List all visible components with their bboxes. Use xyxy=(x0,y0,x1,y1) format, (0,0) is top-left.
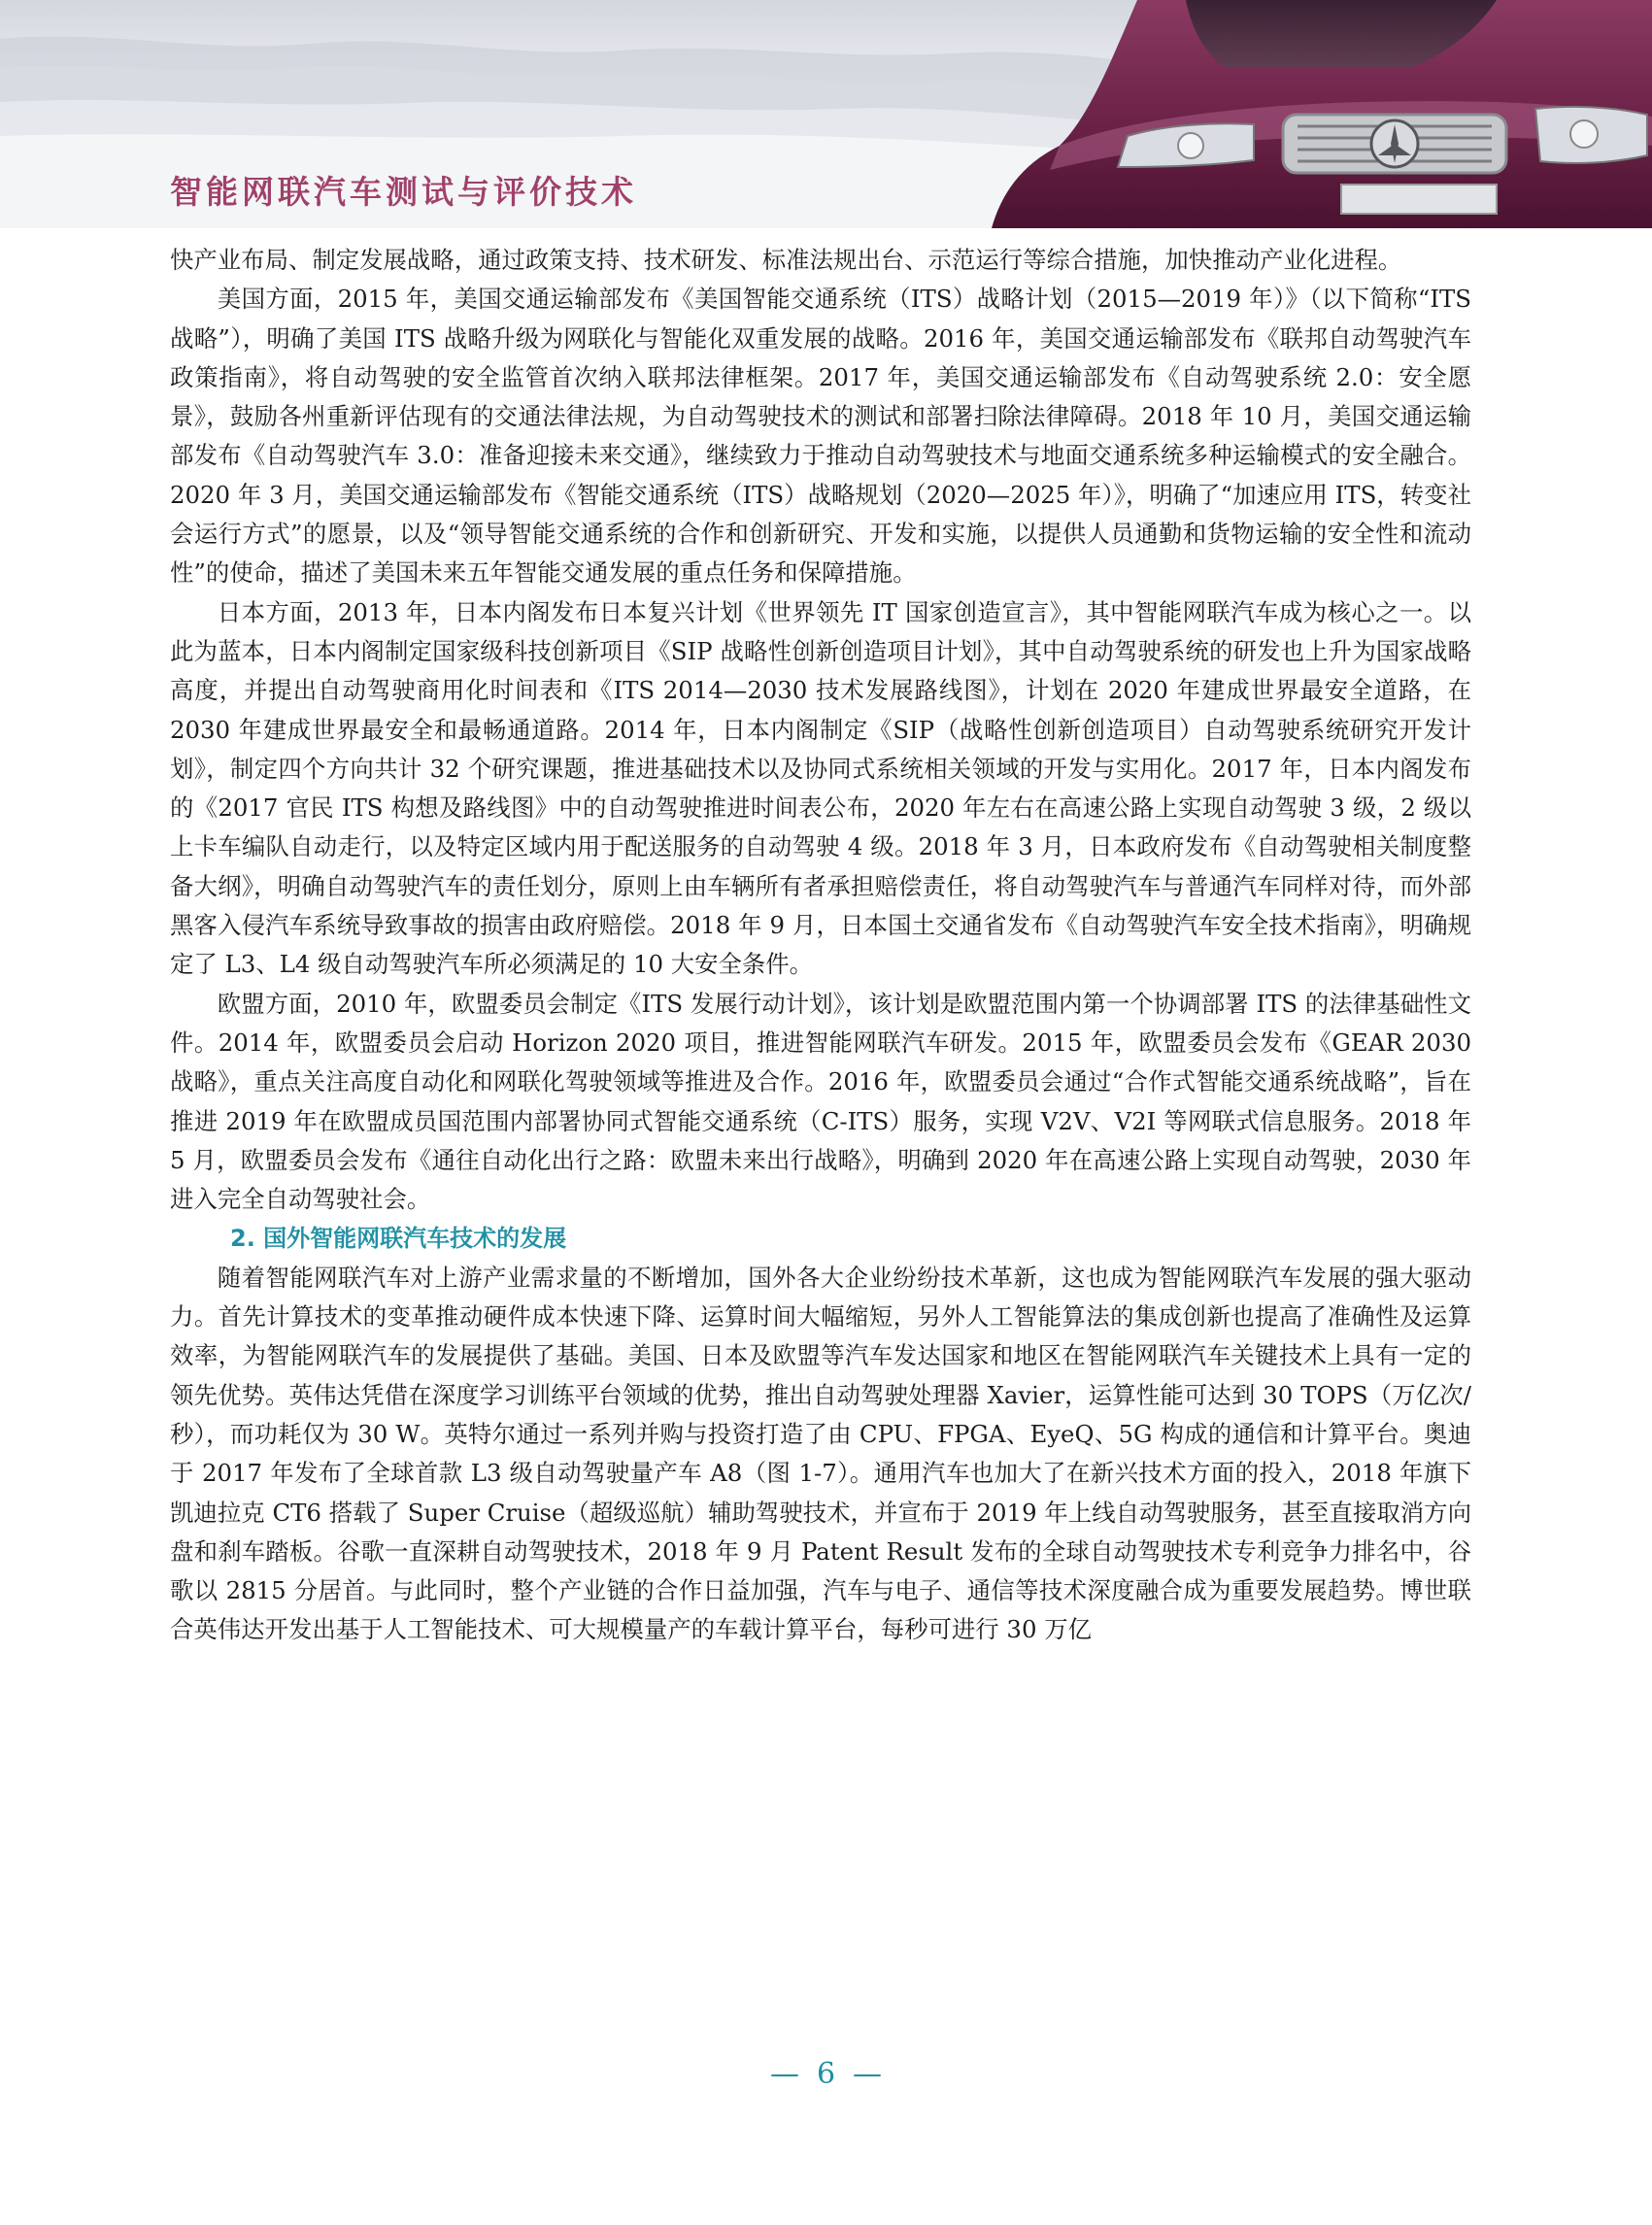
page-number-dash-left: — xyxy=(769,2057,799,2091)
paragraph: 欧盟方面，2010 年，欧盟委员会制定《ITS 发展行动计划》，该计划是欧盟范围内第一个协调部署 ITS 的法律基础性文件。2014 年，欧盟委员会启动 Horizon 2020 项目，推进智能网联汽车研发。2015 年，欧盟委员会发布《GEAR 2030 战略》，重点关注高度自动化和网联化驾驶领域等推进及合作。2016 年，欧盟委员会通过“合作式智能交通系统战略”，旨在推进 2019 年在欧盟成员国范围内部署协同式智能交通系统（C-ITS）服务，实现 V2V、V2I 等网联式信息服务。2018 年 5 月，欧盟委员会发布《通往自动化出行之路：欧盟未来出行战略》，明确到 2020 年在高速公路上实现自动驾驶，2030 年进入完全自动驾驶社会。 xyxy=(170,989,1471,1214)
page-number xyxy=(0,2057,1652,2091)
section-heading: 2. 国外智能网联汽车技术的发展 xyxy=(230,1225,567,1253)
page-header xyxy=(0,0,1652,228)
car-photo xyxy=(992,0,1652,228)
running-header-title: 智能网联汽车测试与评价技术 xyxy=(170,173,637,211)
paragraph: 美国方面，2015 年，美国交通运输部发布《美国智能交通系统（ITS）战略计划（2015—2019 年）》（以下简称“ITS 战略”），明确了美国 ITS 战略升级为网联化与智能化双重发展的战略。2016 年，美国交通运输部发布《联邦自动驾驶汽车政策指南》，将自动驾驶的安全监管首次纳入联邦法律框架。2017 年，美国交通运输部发布《自动驾驶系统 2.0：安全愿景》，鼓励各州重新评估现有的交通法律法规，为自动驾驶技术的测试和部署扫除法律障碍。2018 年 10 月，美国交通运输部发布《自动驾驶汽车 3.0：准备迎接未来交通》，继续致力于推动自动驾驶技术与地面交通系统多种运输模式的安全融合。2020 年 3 月，美国交通运输部发布《智能交通系统（ITS）战略规划（2020—2025 年）》，明确了“加速应用 ITS，转变社会运行方式”的愿景，以及“领导智能交通系统的合作和创新研究、开发和实施，以提供人员通勤和货物运输的安全性和流动性”的使命，描述了美国未来五年智能交通发展的重点任务和保障措施。 xyxy=(170,285,1471,588)
paragraph: 快产业布局、制定发展战略，通过政策支持、技术研发、标准法规出台、示范运行等综合措施，加快推动产业化进程。 xyxy=(170,246,1402,274)
page-number-value: 6 xyxy=(816,2057,836,2091)
body-text xyxy=(170,241,1471,1650)
paragraph: 日本方面，2013 年，日本内阁发布日本复兴计划《世界领先 IT 国家创造宣言》，其中智能网联汽车成为核心之一。以此为蓝本，日本内阁制定国家级科技创新项目《SIP 战略性创新创造项目计划》，其中自动驾驶系统的研发也上升为国家战略高度，并提出自动驾驶商用化时间表和《ITS 2014—2030 技术发展路线图》，计划在 2020 年建成世界最安全道路，在 2030 年建成世界最安全和最畅通道路。2014 年，日本内阁制定《SIP（战略性创新创造项目）自动驾驶系统研究开发计划》，制定四个方向共计 32 个研究课题，推进基础技术以及协同式系统相关领域的开发与实用化。2017 年，日本内阁发布的《2017 官民 ITS 构想及路线图》中的自动驾驶推进时间表公布，2020 年左右在高速公路上实现自动驾驶 3 级，2 级以上卡车编队自动走行，以及特定区域内用于配送服务的自动驾驶 4 级。2018 年 3 月，日本政府发布《自动驾驶相关制度整备大纲》，明确自动驾驶汽车的责任划分，原则上由车辆所有者承担赔偿责任，将自动驾驶汽车与普通汽车同样对待，而外部黑客入侵汽车系统导致事故的损害由政府赔偿。2018 年 9 月，日本国土交通省发布《自动驾驶汽车安全技术指南》，明确规定了 L3、L4 级自动驾驶汽车所必须满足的 10 大安全条件。 xyxy=(170,597,1471,979)
page-number-dash-right: — xyxy=(853,2057,883,2091)
paragraph: 随着智能网联汽车对上游产业需求量的不断增加，国外各大企业纷纷技术革新，这也成为智能网联汽车发展的强大驱动力。首先计算技术的变革推动硬件成本快速下降、运算时间大幅缩短，另外人工智能算法的集成创新也提高了准确性及运算效率，为智能网联汽车的发展提供了基础。美国、日本及欧盟等汽车发达国家和地区在智能网联汽车关键技术上具有一定的领先优势。英伟达凭借在深度学习训练平台领域的优势，推出自动驾驶处理器 Xavier，运算性能可达到 30 TOPS（万亿次/秒），而功耗仅为 30 W。英特尔通过一系列并购与投资打造了由 CPU、FPGA、EyeQ、5G 构成的通信和计算平台。奥迪于 2017 年发布了全球首款 L3 级自动驾驶量产车 A8（图 1-7）。通用汽车也加大了在新兴技术方面的投入，2018 年旗下凯迪拉克 CT6 搭载了 Super Cruise（超级巡航）辅助驾驶技术，并宣布于 2019 年上线自动驾驶服务，甚至直接取消方向盘和刹车踏板。谷歌一直深耕自动驾驶技术，2018 年 9 月 Patent Result 发布的全球自动驾驶技术专利竞争力排名中，谷歌以 2815 分居首。与此同时，整个产业链的合作日益加强，汽车与电子、通信等技术深度融合成为重要发展趋势。博世联合英伟达开发出基于人工智能技术、可大规模量产的车载计算平台，每秒可进行 30 万亿 xyxy=(170,1263,1471,1644)
